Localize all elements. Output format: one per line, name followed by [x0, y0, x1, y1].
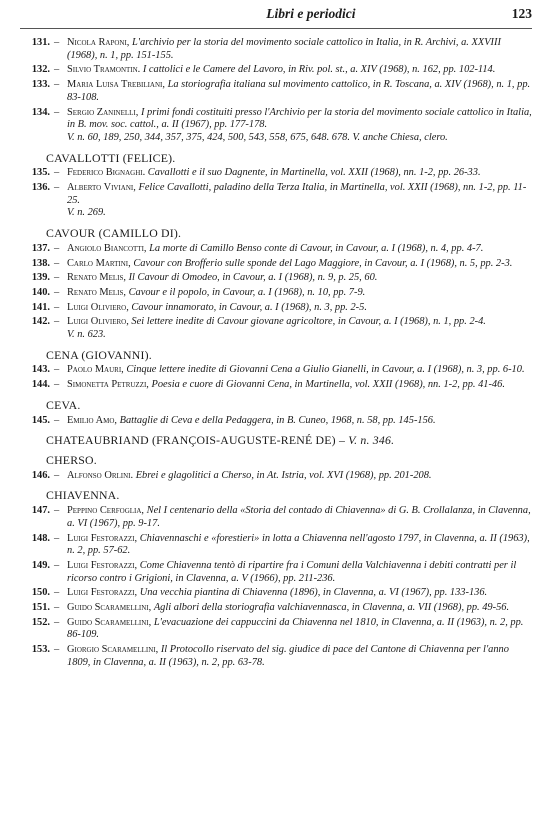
- bibliography-entry: [20, 587, 532, 600]
- entry-author: Angiolo Biancotti,: [67, 242, 147, 254]
- bibliography-entry: [20, 287, 532, 300]
- entry-number: 141.: [31, 301, 50, 313]
- bibliography-entry: [20, 182, 532, 220]
- entry-number: 135.: [31, 167, 50, 179]
- entry-dash: –: [54, 316, 60, 328]
- entry-citation: L'archivio per la storia del movimento sociale cattolico in Italia, in R. Archivi, a. XXVIII (1968), n. 1, pp. 151-155.: [67, 37, 501, 61]
- bibliography-entry: [20, 379, 532, 392]
- entry-citation: Una vecchia piantina di Chiavenna (1896), in Clavenna, a. VI (1967), pp. 133-136.: [139, 587, 488, 599]
- entry-dash: –: [54, 602, 60, 614]
- entry-number: 134.: [31, 106, 50, 118]
- section-heading-text: CAVALLOTTI (FELICE).: [46, 150, 176, 165]
- entry-citation: Chiavennaschi e «forestieri» in lotta a Chiavenna nell'agosto 1797, in Clavenna, a. II (1963), n. 2, pp. 57-62.: [67, 532, 530, 557]
- entry-dash: –: [54, 301, 60, 313]
- entry-author: Carlo Martini,: [67, 257, 131, 269]
- entry-author: Luigi Festorazzi,: [67, 532, 138, 544]
- entry-number: 153.: [31, 644, 50, 656]
- bibliography-entry: [20, 617, 532, 642]
- bibliography-entry: [20, 533, 532, 558]
- entry-citation: Poesia e cuore di Giovanni Cena, in Martinella, vol. XXII (1968), nn. 1-2, pp. 41-46.: [151, 379, 505, 391]
- entry-dash: –: [54, 616, 60, 628]
- entry-number: 140.: [31, 286, 50, 298]
- bibliography-entry: [20, 644, 532, 669]
- section-heading: [46, 399, 532, 412]
- entry-author: Emilio Amo,: [67, 414, 117, 426]
- page-number: 123: [511, 6, 532, 21]
- section-heading: [46, 152, 532, 165]
- entry-number: 143.: [31, 364, 50, 376]
- bibliography-entry: [20, 258, 532, 271]
- section-heading: [46, 489, 532, 502]
- entry-number: 138.: [31, 257, 50, 269]
- entry-number: 144.: [31, 379, 50, 391]
- bibliography-entry: [20, 243, 532, 256]
- entry-crossref: V. n. 623.: [67, 329, 106, 341]
- section-heading-text: CHERSO.: [46, 452, 97, 467]
- entry-author: Simonetta Petruzzi,: [67, 379, 149, 391]
- bibliography-entry: [20, 107, 532, 145]
- bibliography-list: [20, 37, 532, 670]
- entry-author: Maria Luisa Trebiliani,: [67, 79, 165, 91]
- bibliography-entry: [20, 64, 532, 77]
- section-heading-text: CENA (GIOVANNI).: [46, 347, 152, 362]
- entry-citation: Agli albori della storiografia valchiavennasca, in Clavenna, a. VII (1968), pp. 49-56.: [153, 602, 510, 614]
- entry-dash: –: [54, 505, 60, 517]
- entry-author: Alfonso Orlini.: [67, 469, 134, 481]
- entry-author: Luigi Festorazzi,: [67, 587, 138, 599]
- entry-citation: Battaglie di Ceva e della Pedaggera, in B. Cuneo, 1968, n. 58, pp. 145-156.: [119, 414, 436, 426]
- entry-dash: –: [54, 644, 60, 656]
- entry-citation: I cattolici e le Camere del Lavoro, in Riv. pol. st., a. XIV (1968), n. 162, pp. 102-114.: [142, 64, 496, 76]
- entry-number: 150.: [31, 587, 50, 599]
- entry-author: Nicola Raponi,: [67, 37, 130, 48]
- bibliography-entry: [20, 79, 532, 104]
- entry-dash: –: [54, 64, 60, 76]
- entry-number: 146.: [31, 469, 50, 481]
- entry-dash: –: [54, 242, 60, 254]
- entry-number: 149.: [31, 559, 50, 571]
- entry-dash: –: [54, 79, 60, 91]
- entry-citation: Il Cavour di Omodeo, in Cavour, a. I (1968), n. 9, p. 25, 60.: [128, 272, 378, 284]
- entry-citation: Sei lettere inedite di Cavour giovane agricoltore, in Cavour, a. I (1968), n. 1, pp. 2-4.: [131, 316, 486, 328]
- entry-citation: Nel I centenario della «Storia del contado di Chiavenna» di G. B. Crollalanza, in Clavenna, a. VI (1967), pp. 9-17.: [67, 505, 531, 529]
- entry-citation: Cavour con Brofferio sulle sponde del Lago Maggiore, in Cavour, a. I (1968), n. 5, pp. 2-3.: [133, 257, 513, 269]
- entry-citation: Cavour innamorato, in Cavour, a. I (1968), n. 3, pp. 2-5.: [131, 301, 367, 313]
- section-heading: [46, 434, 532, 447]
- entry-citation: La morte di Camillo Benso conte di Cavour, in Cavour, a. I (1968), n. 4, pp. 4-7.: [149, 242, 484, 254]
- bibliography-entry: [20, 364, 532, 377]
- entry-number: 142.: [31, 316, 50, 328]
- running-title: Libri e periodici: [266, 6, 356, 21]
- entry-citation: Ebrei e glagolitici a Cherso, in At. Istria, vol. XVI (1968), pp. 201-208.: [135, 469, 432, 481]
- entry-dash: –: [54, 379, 60, 391]
- entry-author: Federico Bignaghi.: [67, 167, 146, 179]
- entry-author: Sergio Zaninelli,: [67, 106, 139, 118]
- entry-citation: La storiografia italiana sul movimento cattolico, in R. Toscana, a. XIV (1968), n. 1, pp. 83-108.: [67, 79, 531, 103]
- section-heading: [46, 349, 532, 362]
- entry-author: Luigi Festorazzi,: [67, 559, 138, 571]
- entry-citation: Cavallotti e il suo Dagnente, in Martinella, vol. XXII (1968), nn. 1-2, pp. 26-33.: [147, 167, 481, 179]
- entry-number: 145.: [31, 414, 50, 426]
- entry-dash: –: [54, 37, 60, 48]
- entry-author: Giorgio Scaramellini,: [67, 644, 159, 656]
- entry-number: 151.: [31, 602, 50, 614]
- entry-number: 133.: [31, 79, 50, 91]
- bibliography-entry: [20, 505, 532, 530]
- entry-crossref: V. n. 269.: [67, 207, 106, 219]
- entry-dash: –: [54, 414, 60, 426]
- bibliography-entry: [20, 37, 532, 62]
- entry-number: 136.: [31, 182, 50, 194]
- entry-dash: –: [54, 587, 60, 599]
- entry-number: 139.: [31, 272, 50, 284]
- entry-dash: –: [54, 272, 60, 284]
- bibliography-entry: [20, 272, 532, 285]
- entry-dash: –: [54, 286, 60, 298]
- bibliography-entry: [20, 560, 532, 585]
- entry-dash: –: [54, 257, 60, 269]
- entry-dash: –: [54, 469, 60, 481]
- entry-author: Guido Scaramellini,: [67, 616, 152, 628]
- section-heading-text: CEVA.: [46, 397, 81, 412]
- entry-author: Paolo Mauri,: [67, 364, 124, 376]
- entry-dash: –: [54, 364, 60, 376]
- entry-author: Luigi Oliviero,: [67, 301, 129, 313]
- entry-citation: I primi fondi costituiti presso l'Archivio per la storia del movimento sociale cattolico in Italia, in B. mov. soc. cattol., a. II (1967), pp. 177-178.: [67, 106, 532, 131]
- entry-number: 147.: [31, 505, 50, 517]
- entry-citation: Felice Cavallotti, paladino della Terza Italia, in Martinella, vol. XXII (1968), nn. 1-2, pp. 11-25.: [67, 182, 527, 206]
- section-heading: [46, 454, 532, 467]
- bibliography-entry: [20, 316, 532, 341]
- entry-number: 148.: [31, 532, 50, 544]
- entry-author: Luigi Oliviero,: [67, 316, 129, 328]
- entry-number: 137.: [31, 242, 50, 254]
- entry-number: 152.: [31, 616, 50, 628]
- entry-dash: –: [54, 167, 60, 179]
- section-crossref: V. n. 346.: [348, 433, 395, 448]
- entry-author: Silvio Tramontin.: [67, 64, 141, 76]
- entry-crossref: V. n. 60, 189, 250, 344, 357, 375, 424, 500, 543, 558, 675, 648. 678. V. anche Chiesa, clero.: [67, 131, 448, 143]
- entry-author: Alberto Viviani,: [67, 182, 136, 194]
- entry-number: 131.: [31, 37, 50, 48]
- bibliography-entry: [20, 415, 532, 428]
- section-heading-text: CAVOUR (CAMILLO DI).: [46, 226, 182, 241]
- entry-dash: –: [54, 532, 60, 544]
- entry-author: Renato Melis,: [67, 272, 126, 284]
- entry-author: Renato Melis,: [67, 286, 126, 298]
- bibliography-entry: [20, 302, 532, 315]
- entry-dash: –: [54, 182, 60, 194]
- entry-dash: –: [54, 559, 60, 571]
- section-heading-text: CHATEAUBRIAND (FRANÇOIS-AUGUSTE-RENÉ DE) –: [46, 433, 346, 448]
- entry-citation: L'evacuazione dei cappuccini da Chiavenna nel 1810, in Clavenna, a. II (1963), n. 2, pp. 86-109.: [67, 616, 524, 641]
- entry-dash: –: [54, 106, 60, 118]
- book-page: [20, 6, 532, 672]
- entry-citation: Come Chiavenna tentò di ripartire fra i Comuni della Valchiavenna i debiti contratti per il ricorso contro i Grigioni, in Clavenna, a. V (1966), pp. 211-236.: [67, 559, 517, 584]
- entry-author: Guido Scaramellini,: [67, 602, 152, 614]
- bibliography-entry: [20, 167, 532, 180]
- entry-citation: Il Protocollo riservato del sig. giudice di pace del Cantone di Chiavenna per l'anno 1809, in Clavenna, a. II (1963), n. 2, pp. 63-78.: [67, 644, 509, 668]
- bibliography-entry: [20, 470, 532, 483]
- entry-citation: Cavour e il popolo, in Cavour, a. I (1968), n. 10, pp. 7-9.: [128, 286, 366, 298]
- section-heading: [46, 227, 532, 240]
- bibliography-entry: [20, 602, 532, 615]
- running-head: [20, 6, 532, 29]
- section-heading-text: CHIAVENNA.: [46, 488, 120, 503]
- entry-citation: Cinque lettere inedite di Giovanni Cena a Giulio Gianelli, in Cavour, a. I (1968), n. 3, pp. 6-10.: [126, 364, 525, 376]
- entry-author: Peppino Cerfoglia,: [67, 505, 145, 517]
- entry-number: 132.: [31, 64, 50, 76]
